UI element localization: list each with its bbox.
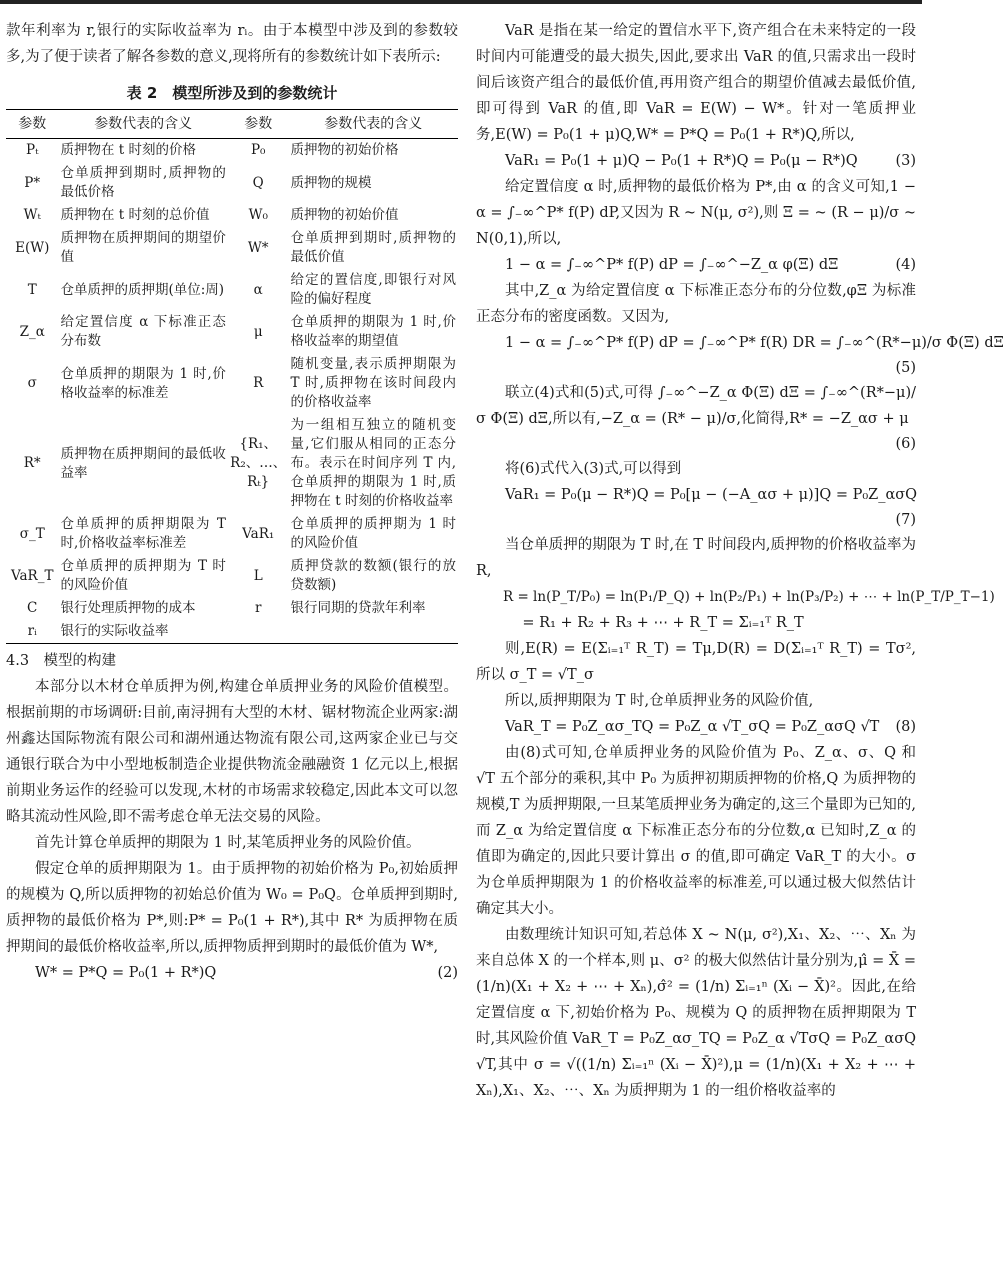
equation-body: VaR_T = P₀Z_ασ_TQ = P₀Z_α √T_σQ = P₀Z_ασQ √T [505,719,880,735]
table-row [6,227,458,269]
param-meaning [289,620,458,644]
param-symbol: σ [27,375,37,391]
paragraph: 由数理统计知识可知,若总体 X ~ N(μ, σ²),X₁、X₂、⋯、Xₙ 为来自总体 X 的一个样本,则 μ、σ² 的极大似然估计量分别为,μ̂ = X̄ = (1/n)(X₁ + X₂ + ⋯ + Xₙ),σ̂² = (1/n) Σᵢ₌₁ⁿ (Xᵢ − X̄)²。因此,在给定置信度 α 下,初始价格为 P₀、规模为 Q 的质押物在质押期限为 T 时,其风险价值 VaR_T = P₀Z_ασ_TQ = P₀Z_α √TσQ = P₀Z_ασQ √T,其中 σ = √((1/n) Σᵢ₌₁ⁿ (Xᵢ − X̄)²),μ = (1/n)(X₁ + X₂ + ⋯ + Xₙ),X₁、X₂、⋯、Xₙ 为质押期为 1 的一组价格收益率的 [476,927,916,1099]
equation-4 [476,252,916,278]
equation-number: (3) [895,153,916,169]
equation-number: (5) [895,360,916,376]
equation-3 [476,148,916,174]
header-rule [0,0,922,4]
equation-8 [476,714,916,740]
paragraph: 则,E(R) = E(Σᵢ₌₁ᵀ R_T) = Tμ,D(R) = D(Σᵢ₌₁ᵀ R_T) = Tσ²,所以 σ_T = √T_σ [476,641,916,683]
left-column [6,18,458,986]
header-param: 参数 [6,110,58,139]
param-symbol: P₀ [250,142,266,158]
table-row [6,353,458,414]
header-meaning: 参数代表的含义 [58,110,227,139]
param-meaning: 仓单质押的期限为 1 时,价格收益率的期望值 [290,314,456,349]
param-meaning: 仓单质押的质押期为 T 时的风险价值 [60,558,226,593]
right-column [476,18,1004,1104]
param-symbol: C [27,600,38,616]
table-header-row [6,110,458,139]
param-meaning: 给定的置信度,即银行对风险的偏好程度 [290,272,456,307]
intro-paragraph: 款年利率为 r,银行的实际收益率为 rᵢ。由于本模型中涉及到的参数较多,为了便于读者了解各参数的意义,现将所有的参数统计如下表所示: [6,23,458,65]
param-meaning: 仓单质押到期时,质押物的最低价格 [60,165,226,200]
param-symbol: VaR_T [10,567,54,584]
table-row [6,513,458,555]
parameter-table [6,109,458,644]
paragraph: 联立(4)式和(5)式,可得 ∫₋∞^−Z_α Φ(Ξ) dΞ = ∫₋∞^(R*−μ)/σ Φ(Ξ) dΞ,所以有,−Z_α = (R* − μ)/σ,化简得,R* = −Z_ασ + μ [476,385,916,427]
equation-7: VaR₁ = P₀(μ − R*)Q = P₀[μ − (−A_ασ + μ)]Q = P₀Z_ασQ [505,487,918,503]
equation-number: (6) [895,436,916,452]
table-caption: 表 2 模型所涉及到的参数统计 [126,84,338,102]
param-meaning: 随机变量,表示质押期限为 T 时,质押物在该时间段内的价格收益率 [290,356,456,410]
param-symbol: E(W) [15,239,50,256]
paragraph: 由(8)式可知,仓单质押业务的风险价值为 P₀、Z_α、σ、Q 和 √T 五个部分的乘积,其中 P₀ 为质押初期质押物的价格,Q 为质押物的规模,T 为质押期限,一旦某笔质押业务为确定的,这三个量即为已知的,而 Z_α 为给定置信度 α 下标准正态分布的分位数,α 已知时,Z_α 的值即为确定的,因此只要计算出 σ 的值,即可确定 VaR_T 的大小。σ 为仓单质押期限为 1 的价格收益率的标准差,可以通过极大似然估计确定其大小。 [476,745,916,917]
equation-2 [6,960,458,986]
param-symbol: W₀ [248,207,268,223]
param-symbol: μ [253,323,263,340]
param-meaning: 质押物的初始价格 [290,142,399,158]
param-meaning: 为一组相互独立的随机变量,它们服从相同的正态分布。表示在时间序列 T 内,仓单质押的期限为 1 时,质押物在 t 时刻的价格收益率 [290,417,456,509]
table-row [6,139,458,163]
param-meaning: 银行的实际收益率 [58,620,227,644]
param-symbol: VaR₁ [242,525,275,542]
equation-r-line2: = R₁ + R₂ + R₃ + ⋯ + R_T = Σᵢ₌₁ᵀ R_T [522,615,804,631]
table-row [6,204,458,227]
param-meaning: 仓单质押的质押期为 1 时的风险价值 [290,516,456,551]
equation-5: 1 − α = ∫₋∞^P* f(P) dP = ∫₋∞^P* f(R) DR = ∫₋∞^(R*−μ)/σ Φ(Ξ) dΞ [505,335,1004,351]
param-meaning: 仓单质押的质押期限为 T 时,价格收益率标准差 [60,516,226,551]
header-param: 参数 [228,110,289,139]
param-symbol: r [254,600,262,616]
paragraph: 将(6)式代入(3)式,可以得到 [505,461,682,477]
param-meaning: 质押物的规模 [290,174,372,191]
paragraph: 给定置信度 α 时,质押物的最低价格为 P*,由 α 的含义可知,1 − α = ∫₋∞^P* f(P) dP,又因为 R ~ N(μ, σ²),则 Ξ = ~ (R − μ)/σ ~ N(0,1),所以, [476,179,916,247]
param-symbol: Z_α [19,323,45,340]
table-body [6,139,458,644]
param-meaning: 质押物在 t 时刻的价格 [60,142,196,158]
paragraph: 假定仓单的质押期限为 1。由于质押物的初始价格为 P₀,初始质押的规模为 Q,所以质押物的初始总价值为 W₀ = P₀Q。仓单质押到期时,质押物的最低价格为 P*,则:P* = P₀(1 + R*),其中 R* 为质押物在质押期间的最低价格收益率,所以,质押物质押到期时的最低价值为 W*, [6,861,458,955]
paragraph: 首先计算仓单质押的期限为 1 时,某笔质押业务的风险价值。 [35,835,421,851]
param-symbol: R [253,375,264,391]
param-symbol: P* [24,174,41,191]
paragraph: 本部分以木材仓单质押为例,构建仓单质押业务的风险价值模型。根据前期的市场调研:目前,南浔拥有大型的木材、锯材物流企业两家:湖州鑫达国际物流有限公司和湖州通达物流有限公司,这两家企业已与交通银行联合为中小型地板制造企业提供物流金融融资 1 亿元以上,根据前期业务运作的经验可以发现,木材的市场需求较稳定,因此本文可以忽略其流动性风险,即不需考虑仓单无法交易的风险。 [6,679,458,825]
param-meaning: 质押物在质押期间的最低收益率 [60,445,226,481]
paragraph: 当仓单质押的期限为 T 时,在 T 时间段内,质押物的价格收益率为 R, [476,537,916,579]
param-symbol: {R₁、R₂、…、Rₜ} [230,436,287,490]
param-symbol: Q [252,174,264,191]
table-row [6,162,458,204]
equation-r-line1: R = ln(P_T/P₀) = ln(P₁/P_Q) + ln(P₂/P₁) + ln(P₃/P₂) + ⋯ + ln(P_T/P_T−1) [503,589,995,605]
param-symbol: α [253,281,263,298]
table-row [6,269,458,311]
equation-number: (4) [895,257,916,273]
param-meaning: 质押贷款的数额(银行的放贷数额) [290,558,456,593]
paragraph: VaR 是指在某一给定的置信水平下,资产组合在未来特定的一段时间内可能遭受的最大损失,因此,要求出 VaR 的值,只需求出一段时间后该资产组合的最低价值,再用资产组合的期望价值减去最低价值,即可得到 VaR 的值,即 VaR = E(W) − W*。针对一笔质押业务,E(W) = P₀(1 + μ)Q,W* = P*Q = P₀(1 + R*)Q,所以, [476,23,916,143]
param-symbol: Pₜ [26,142,39,158]
table-row [6,311,458,353]
table-row [6,620,458,644]
header-meaning: 参数代表的含义 [289,110,458,139]
param-meaning: 仓单质押到期时,质押物的最低价值 [290,230,456,265]
param-symbol: rᵢ [6,620,58,644]
param-meaning: 给定置信度 α 下标准正态分布数 [60,314,226,349]
param-meaning: 银行同期的贷款年利率 [290,600,426,616]
equation-number: (7) [895,512,916,528]
param-meaning: 质押物的初始价值 [290,207,399,223]
param-meaning: 质押物在 t 时刻的总价值 [60,207,210,223]
paragraph: 所以,质押期限为 T 时,仓单质押业务的风险价值, [505,693,814,709]
param-symbol: R* [23,455,41,471]
param-symbol: W* [247,239,269,256]
table-row [6,414,458,513]
param-meaning: 银行处理质押物的成本 [60,600,196,616]
param-meaning: 质押物在质押期间的期望价值 [60,230,226,265]
section-heading: 4.3 模型的构建 [6,653,117,669]
equation-body: W* = P*Q = P₀(1 + R*)Q [35,965,217,981]
param-symbol: Wₜ [23,207,41,223]
equation-number: (8) [895,719,916,735]
param-meaning: 仓单质押的期限为 1 时,价格收益率的标准差 [60,365,226,401]
equation-number: (2) [437,965,458,981]
param-symbol: L [253,567,263,584]
table-row [6,597,458,620]
param-symbol: T [27,281,37,298]
paragraph: 其中,Z_α 为给定置信度 α 下标准正态分布的分位数,φΞ 为标准正态分布的密度函数。又因为, [476,283,916,325]
table-row [6,555,458,597]
equation-body: 1 − α = ∫₋∞^P* f(P) dP = ∫₋∞^−Z_α φ(Ξ) dΞ [505,257,839,273]
param-meaning: 仓单质押的质押期(单位:周) [60,281,225,298]
param-symbol [228,620,289,644]
equation-body: VaR₁ = P₀(1 + μ)Q − P₀(1 + R*)Q = P₀(μ − R*)Q [505,153,858,169]
param-symbol: σ_T [19,525,45,542]
